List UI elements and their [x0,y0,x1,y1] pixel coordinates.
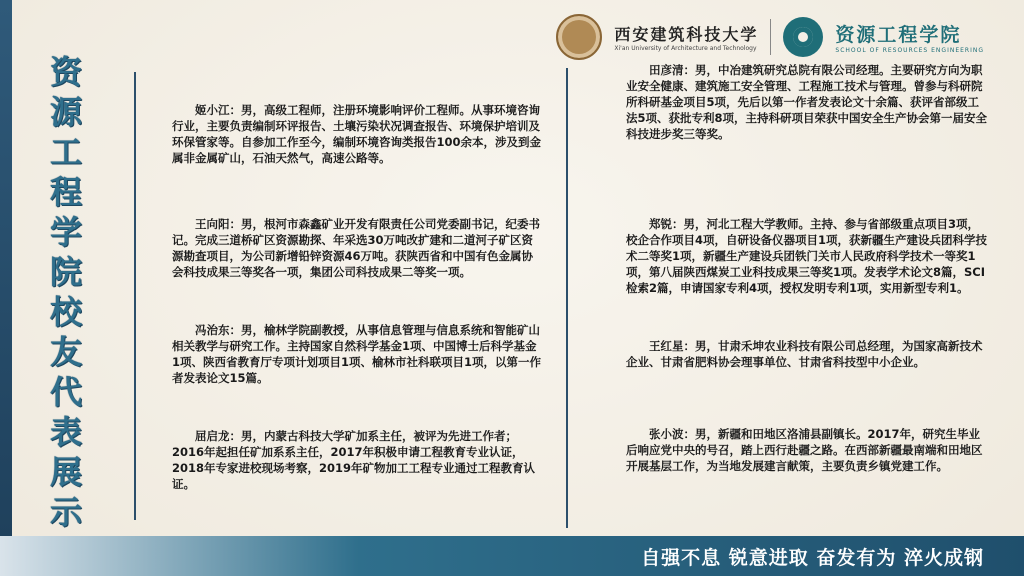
alumni-entry: 冯治东：男，榆林学院副教授，从事信息管理与信息系统和智能矿山相关教学与研究工作。主持国家自然科学基金1项、中国博士后科学基金1项、陕西省教育厅专项计划项目1项、榆林市社科联项目1项，以第一作者发表论文15篇。 [172,323,542,385]
left-column-divider [134,72,136,520]
center-column-divider [566,68,568,528]
school-logo-icon [783,17,823,57]
title-char: 源 [49,93,82,131]
title-char: 学 [49,213,82,251]
university-seal-icon [556,14,602,60]
alumni-entry: 田彦清：男，中冶建筑研究总院有限公司经理。主要研究方向为职业安全健康、建筑施工安全管理、工程施工技术与管理。曾参与科研院所科研基金项目5项，先后以第一作者发表论文十余篇、获评省部级工法5项、获批专利8项，主持科研项目荣获中国安全生产协会第一届安全科技进步奖三等奖。 [626,63,987,141]
page-title [48,52,84,532]
alumni-entry: 张小波：男，新疆和田地区洛浦县副镇长。2017年，研究生毕业后响应党中央的号召，踏上西行赴疆之路。在西部新疆最南端和田地区开展基层工作，为当地发展建言献策，主要负责乡镇党建工作。 [626,427,983,473]
title-char: 代 [49,373,82,411]
title-char: 表 [49,413,82,451]
university-name [614,22,758,52]
school-name [835,20,984,54]
title-char: 资 [49,53,82,91]
alumni-entry: 王向阳：男，根河市森鑫矿业开发有限责任公司党委副书记，纪委书记。完成三道桥矿区资源勘探、年采选30万吨改扩建和二道河子矿区资源勘查项目，为公司新增铅锌资源46万吨。获陕西省和中国有色金属协会科技成果三等奖各一项，集团公司科技成果二等奖一项。 [172,217,540,279]
school-name-en: SCHOOL OF RESOURCES ENGINEERING [835,47,984,54]
alumni-entry: 姬小江：男，高级工程师，注册环境影响评价工程师。从事环境咨询行业，主要负责编制环评报告、土壤污染状况调查报告、环境保护培训及环保管家等。自参加工作至今，编制环境咨询类报告100余本，涉及到金属非金属矿山，石油天然气，高速公路等。 [172,103,542,165]
logo-separator [770,19,771,55]
title-char: 展 [49,453,82,491]
title-char: 校 [49,293,82,331]
university-name-en: Xi'an University of Architecture and Technology [614,45,757,52]
school-name-cn: 资源工程学院 [835,24,962,46]
alumni-entry: 王红星：男，甘肃禾坤农业科技有限公司总经理，为国家高新技术企业、甘肃省肥料协会理事单位、甘肃省科技型中小企业。 [626,339,983,369]
footer-slogan: 自强不息 锐意进取 奋发有为 淬火成钢 [641,547,984,569]
alumni-entry: 郑锐：男，河北工程大学教师。主持、参与省部级重点项目3项，校企合作项目4项，自研设备仪器项目1项，获新疆生产建设兵团科学技术二等奖1项，新疆生产建设兵团铁门关市人民政府科学技术一等奖1项，第八届陕西煤炭工业科技成果三等奖1项。发表学术论文8篇，SCI检索2篇，申请国家专利4项，授权发明专利1项，实用新型专利1。 [626,217,987,295]
title-char: 程 [49,173,82,211]
alumni-entry: 屈启龙：男，内蒙古科技大学矿加系主任，被评为先进工作者；2016年起担任矿加系系主任，2017年积极申请工程教育专业认证，2018年专家进校现场考察，2019年矿物加工工程专业通过工程教育认证。 [172,429,536,491]
title-char: 友 [49,333,82,371]
title-char: 示 [49,493,82,531]
left-accent-bar [0,0,12,576]
header-logos [556,14,984,60]
title-char: 工 [49,133,82,171]
title-char: 院 [49,253,82,291]
university-name-cn: 西安建筑科技大学 [614,25,759,44]
